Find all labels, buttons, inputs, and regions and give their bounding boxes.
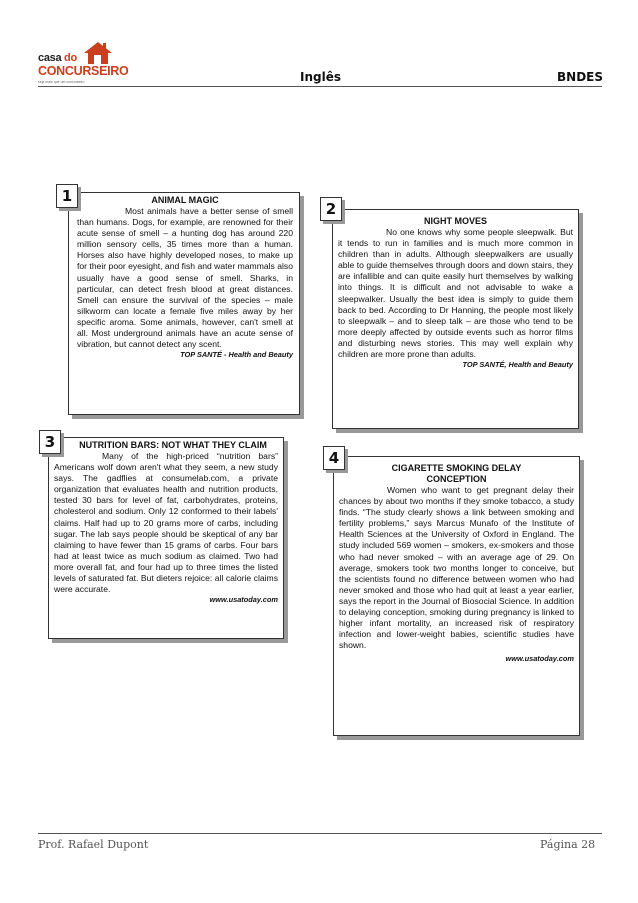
- header-subject: Inglês: [300, 70, 341, 84]
- box-number-badge: 1: [56, 184, 78, 208]
- box-number-badge: 3: [39, 430, 61, 454]
- header-divider: [38, 86, 602, 87]
- footer-page-number: Página 28: [540, 838, 596, 851]
- box-body: Women who want to get pregnant delay their chances by about two months if they smoke tobacco, a study finds. “The study clearly shows a link between smoking and fertility problems,” says Marcus Munafo of the Institute of Health Sciences at the University of Oxford in England. The study included 569 women – smokers, ex-smokers and those who had never smoked – with an average age of 29. On average, smokers took two months longer to conceive, but the scientists found no difference between women who had never smoked and those who had quit at least a year earlier, says the report in the Journal of Biosocial Science. In addition to delaying conception, smoking during pregnancy is linked to higher infant mortality, an increased risk of respiratory infection and lower-weight babies, scientific studies have shown.: [339, 485, 574, 651]
- box-source: TOP SANTÉ, Health and Beauty: [462, 360, 573, 370]
- box-title: NUTRITION BARS: NOT WHAT THEY CLAIM: [79, 440, 267, 450]
- box-source: www.usatoday.com: [209, 595, 278, 605]
- box-number-badge: 2: [320, 197, 342, 221]
- logo-word-concurseiro: CONCURSEIRO: [38, 64, 129, 78]
- text-box-cigarette-smoking: [333, 456, 580, 736]
- box-title: CIGARETTE SMOKING DELAY CONCEPTION: [391, 463, 522, 484]
- logo-tagline: seja mais que um concurseiro: [38, 80, 85, 84]
- header-exam: BNDES: [557, 70, 603, 84]
- logo: [38, 40, 129, 88]
- box-source: TOP SANTÉ - Health and Beauty: [180, 350, 293, 360]
- logo-word-casa: casa: [38, 52, 62, 64]
- box-number-badge: 4: [323, 446, 345, 470]
- box-title: NIGHT MOVES: [423, 216, 487, 226]
- footer-divider: [38, 833, 602, 834]
- logo-word-do: do: [64, 52, 77, 64]
- box-title: ANIMAL MAGIC: [151, 195, 219, 205]
- text-box-nutrition-bars: [48, 437, 284, 639]
- text-box-animal-magic: [68, 192, 300, 415]
- box-body: No one knows why some people sleepwalk. But it tends to run in families and is much more common in children than in adults. Although sleepwalkers are usually able to guide themselves through doors and down stairs, they are infallible and can quite easily hurt themselves by walking into things. It is difficult and not advisable to wake a sleepwalker. Usually the best idea is simply to guide them back to bed. According to Dr Hanning, the people most likely to sleepwalk – and to sleep talk – are those who tend to be more deeply affected by outside events such as horror films and disturbing news stories. This may well explain why children are more prone than adults.: [338, 227, 573, 360]
- box-body: Most animals have a better sense of smell than humans. Dogs, for example, are renowned for their acute sense of smell – a hunting dog has around 220 million sensory cells, 35 times more than a human. Horses also have highly developed noses, to make up for their poor eyesight, and fish and water mammals also usually have a good sense of smell. Sharks, in particular, can detect fresh blood at great distances. Smell can ensure the survival of the species – male silkworm can locate a female five miles away by her specific aroma. Some animals, however, can't smell at all. Most underground animals have an acute sense of vibration, but cannot detect any scent.: [77, 206, 293, 350]
- footer-author: Prof. Rafael Dupont: [38, 838, 149, 851]
- house-icon: [82, 40, 114, 66]
- box-body: Many of the high-priced “nutrition bars” Americans wolf down aren't what they seem, a new study says. The gadflies at consumelab.com, a private organization that evaluates health and nutrition products, tested 30 bars for level of fat, carbohydrates, proteins, cholesterol and sodium. Only 12 conformed to their labels' claims. Half had up to 20 grams more of carbs, including sugar. The lab says people should be skeptical of any bar claiming to have fewer than 15 grams of carbs. Four bars had at least twice as much sodium as claimed. Two had more overall fat, and four had up to three times the listed levels of saturated fat. But dieters rejoice: all calorie claims were accurate.: [54, 451, 278, 595]
- text-box-night-moves: [332, 209, 579, 429]
- box-source: www.usatoday.com: [505, 654, 574, 664]
